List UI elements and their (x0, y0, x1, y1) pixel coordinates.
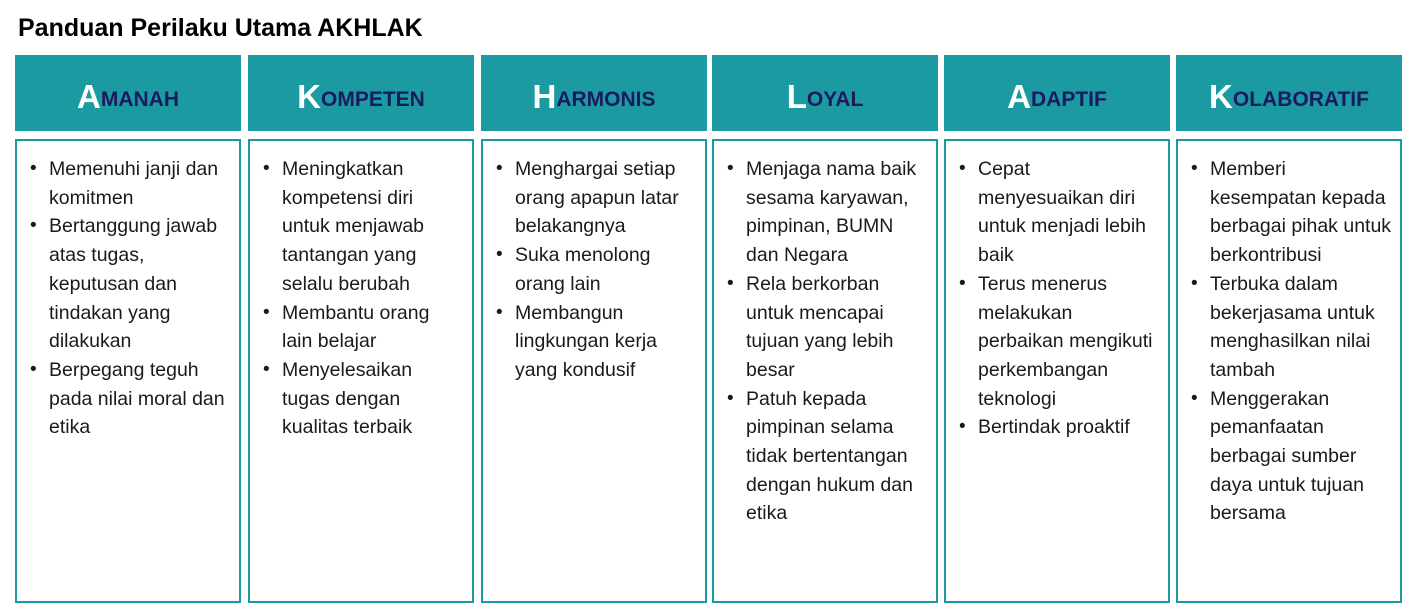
value-column-adaptif (944, 55, 1170, 439)
behavior-list (724, 155, 928, 528)
list-item: • Terbuka dalam bekerjasama untuk menghasilkan nilai tambah (1188, 270, 1392, 385)
column-header (248, 55, 474, 131)
header-rest: MANAH (100, 87, 179, 111)
list-item: • Membangun lingkungan kerja yang kondusif (493, 299, 697, 385)
header-initial: K (297, 77, 321, 115)
header-initial: H (532, 77, 557, 115)
column-body (1176, 139, 1402, 603)
header-initial: K (1209, 77, 1233, 115)
value-column-kompeten (248, 55, 474, 439)
behavior-list (1188, 155, 1392, 528)
header-rest: DAPTIF (1031, 87, 1107, 111)
list-item: • Suka menolong orang lain (493, 241, 697, 298)
behavior-list (260, 155, 464, 442)
header-rest: OMPETEN (321, 87, 425, 111)
list-item: • Meningkatkan kompetensi diri untuk menjawab tantangan yang selalu berubah (260, 155, 464, 299)
header-initial: L (786, 77, 807, 115)
behavior-list (956, 155, 1160, 442)
list-item: • Menyelesaikan tugas dengan kualitas terbaik (260, 356, 464, 442)
list-item: • Menghargai setiap orang apapun latar belakangnya (493, 155, 697, 241)
behavior-list (27, 155, 231, 442)
column-body (15, 139, 241, 603)
header-initial: A (1007, 77, 1031, 115)
list-item: • Patuh kepada pimpinan selama tidak bertentangan dengan hukum dan etika (724, 385, 928, 529)
list-item: • Menjaga nama baik sesama karyawan, pimpinan, BUMN dan Negara (724, 155, 928, 270)
column-header (481, 55, 707, 131)
list-item: • Rela berkorban untuk mencapai tujuan yang lebih besar (724, 270, 928, 385)
column-body (712, 139, 938, 603)
list-item: • Bertindak proaktif (956, 413, 1160, 442)
page-title: Panduan Perilaku Utama AKHLAK (18, 14, 423, 42)
column-body (944, 139, 1170, 603)
column-header (712, 55, 938, 131)
column-header (944, 55, 1170, 131)
value-column-loyal (712, 55, 938, 525)
value-column-amanah (15, 55, 241, 439)
list-item: • Cepat menyesuaikan diri untuk menjadi lebih baik (956, 155, 1160, 270)
column-body (248, 139, 474, 603)
column-body (481, 139, 707, 603)
list-item: • Bertanggung jawab atas tugas, keputusan dan tindakan yang dilakukan (27, 212, 231, 356)
value-column-harmonis (481, 55, 707, 381)
list-item: • Membantu orang lain belajar (260, 299, 464, 356)
value-column-kolaboratif (1176, 55, 1402, 525)
list-item: • Terus menerus melakukan perbaikan mengikuti perkembangan teknologi (956, 270, 1160, 414)
list-item: • Berpegang teguh pada nilai moral dan etika (27, 356, 231, 442)
list-item: • Memenuhi janji dan komitmen (27, 155, 231, 212)
list-item: • Menggerakan pemanfaatan berbagai sumber daya untuk tujuan bersama (1188, 385, 1392, 529)
behavior-list (493, 155, 697, 385)
list-item: • Memberi kesempatan kepada berbagai pihak untuk berkontribusi (1188, 155, 1392, 270)
column-header (1176, 55, 1402, 131)
header-rest: OLABORATIF (1232, 87, 1369, 111)
column-header (15, 55, 241, 131)
header-rest: ARMONIS (556, 87, 656, 111)
header-initial: A (77, 77, 101, 115)
header-rest: OYAL (806, 87, 864, 111)
